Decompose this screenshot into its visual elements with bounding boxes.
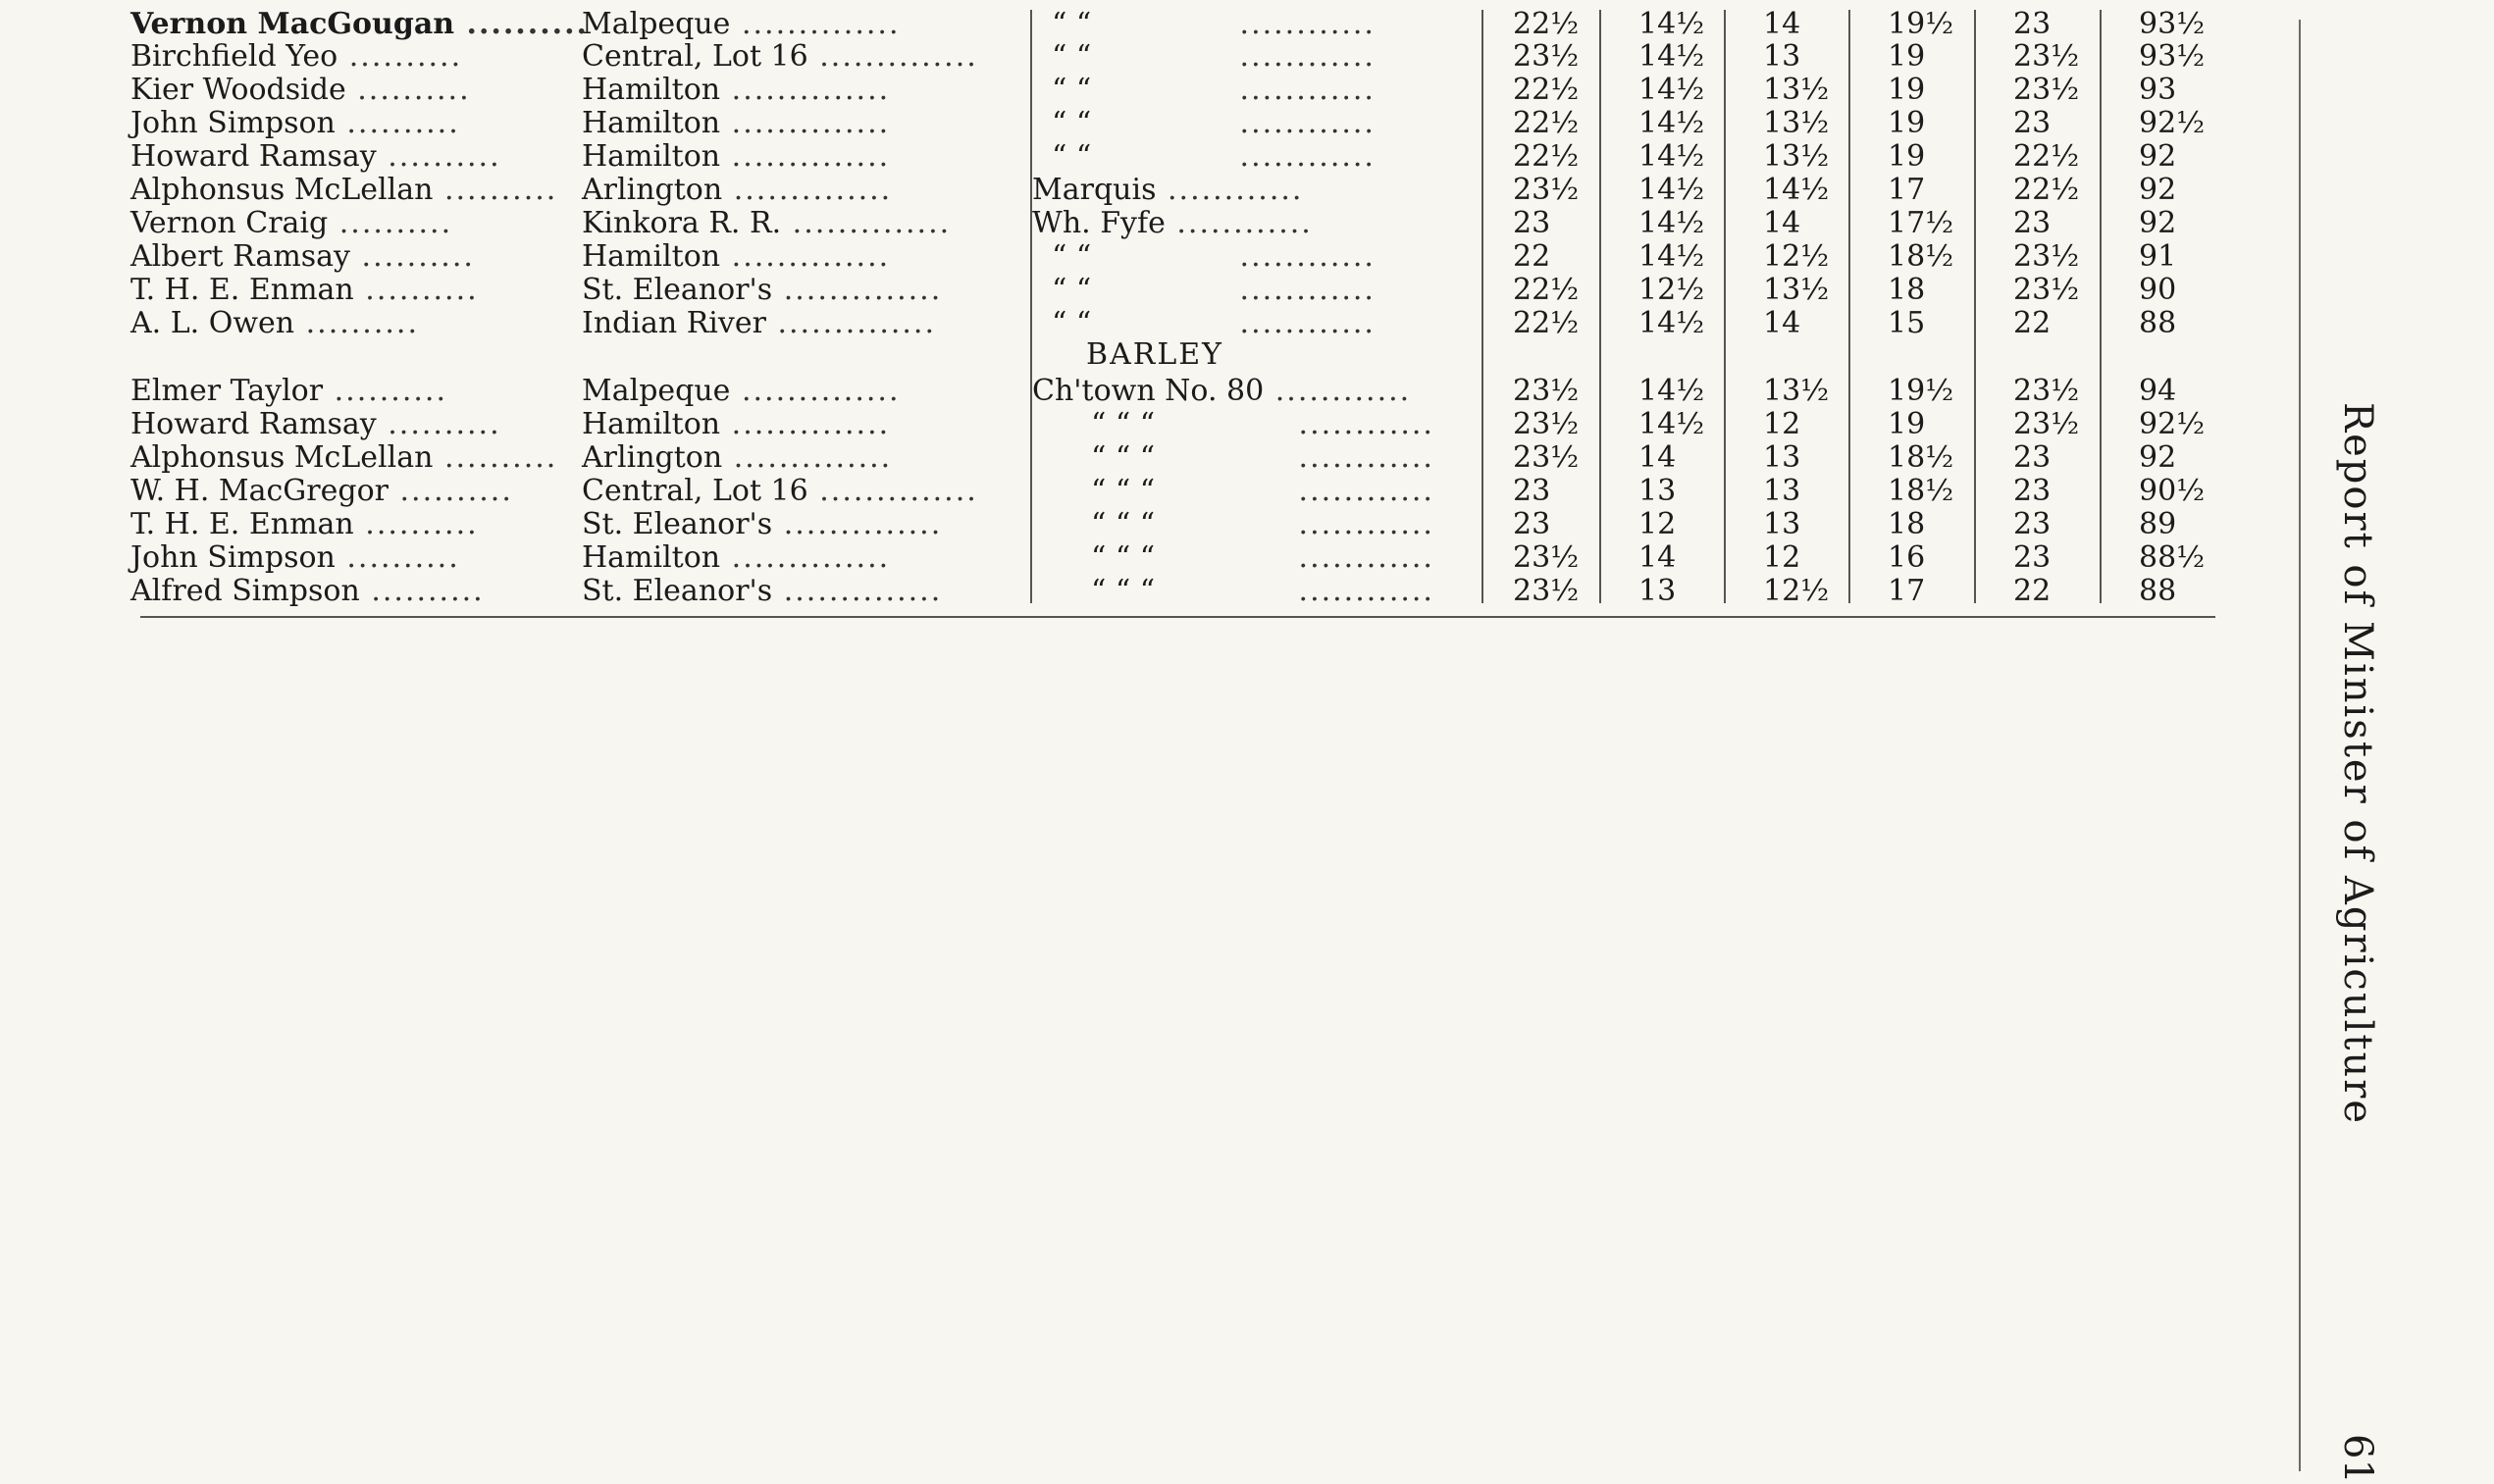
exhibitor-name xyxy=(130,441,572,475)
exhibitor-name-text: W. H. MacGregor xyxy=(130,474,389,508)
exhibitor-address-text: St. Eleanor's xyxy=(582,507,773,541)
exhibitor-address-text: Central, Lot 16 xyxy=(582,39,808,74)
table-row xyxy=(0,375,2257,408)
score-cell: 12 xyxy=(1638,507,1677,541)
leader-dots: ............ xyxy=(1287,540,1434,575)
leader-dots: .............. xyxy=(772,507,943,541)
variety xyxy=(1032,8,1467,41)
exhibitor-address xyxy=(582,107,1020,140)
exhibitor-address-text: Hamilton xyxy=(582,540,721,575)
section-heading-barley: BARLEY xyxy=(1086,337,1223,372)
ditto-mark: “ “ “ xyxy=(1091,540,1156,575)
exhibitor-name xyxy=(130,541,572,575)
variety xyxy=(1032,541,1467,575)
score-cell: 23½ xyxy=(2013,273,2080,307)
variety xyxy=(1032,74,1467,107)
score-cell: 14½ xyxy=(1638,239,1705,274)
exhibitor-address-text: St. Eleanor's xyxy=(582,574,773,608)
leader-dots: .............. xyxy=(772,574,943,608)
leader-dots: .......... xyxy=(376,407,501,441)
leader-dots: .......... xyxy=(359,574,485,608)
variety xyxy=(1032,107,1467,140)
exhibitor-name-text: Albert Ramsay xyxy=(130,239,350,274)
exhibitor-name xyxy=(130,307,572,340)
leader-dots: .......... xyxy=(335,106,460,140)
score-cell: 23 xyxy=(2013,7,2052,41)
exhibitor-name xyxy=(130,575,572,608)
ditto-mark: “ “ “ xyxy=(1091,507,1156,541)
variety xyxy=(1032,508,1467,541)
exhibitor-address xyxy=(582,40,1020,74)
score-cell: 17½ xyxy=(1888,206,1954,240)
score-cell: 13½ xyxy=(1763,73,1830,107)
score-cell: 14½ xyxy=(1638,306,1705,340)
score-cell: 22½ xyxy=(1513,7,1580,41)
score-cell: 22½ xyxy=(1513,273,1580,307)
score-cell: 13 xyxy=(1763,39,1801,74)
ditto-mark: “ “ “ xyxy=(1091,440,1156,475)
table-row xyxy=(0,475,2257,508)
score-cell: 13 xyxy=(1763,474,1801,508)
score-cell: 13 xyxy=(1763,507,1801,541)
total-score: 91 xyxy=(2139,239,2177,274)
leader-dots: .............. xyxy=(722,440,893,475)
table-row xyxy=(0,207,2257,240)
variety xyxy=(1032,375,1467,408)
total-score: 92 xyxy=(2139,173,2177,207)
table-row xyxy=(0,107,2257,140)
exhibitor-address xyxy=(582,140,1020,174)
exhibitor-name xyxy=(130,508,572,541)
exhibitor-name xyxy=(130,107,572,140)
leader-dots: ............ xyxy=(1228,239,1376,274)
exhibitor-name xyxy=(130,274,572,307)
exhibitor-address xyxy=(582,541,1020,575)
score-cell: 18½ xyxy=(1888,440,1954,475)
score-cell: 12½ xyxy=(1763,574,1830,608)
score-cell: 14½ xyxy=(1638,139,1705,174)
score-cell: 12 xyxy=(1763,540,1801,575)
score-cell: 23 xyxy=(2013,440,2052,475)
table-row xyxy=(0,40,2257,74)
exhibitor-name xyxy=(130,7,589,41)
exhibitor-address-text: Kinkora R. R. xyxy=(582,206,782,240)
table-row xyxy=(0,575,2257,608)
score-cell: 14½ xyxy=(1638,206,1705,240)
exhibitor-name-text: Kier Woodside xyxy=(130,73,346,107)
score-cell: 14½ xyxy=(1638,173,1705,207)
score-cell: 23½ xyxy=(1513,540,1580,575)
exhibitor-address-text: Arlington xyxy=(582,440,723,475)
exhibitor-address xyxy=(582,375,1020,408)
score-cell: 13½ xyxy=(1763,273,1830,307)
leader-dots: .............. xyxy=(781,206,952,240)
ditto-mark: “ “ xyxy=(1052,139,1092,174)
total-score: 90 xyxy=(2139,273,2177,307)
leader-dots: .............. xyxy=(772,273,943,307)
table-row xyxy=(0,140,2257,174)
ditto-mark: “ “ “ xyxy=(1091,407,1156,441)
total-score: 93½ xyxy=(2139,39,2206,74)
exhibitor-address-text: Hamilton xyxy=(582,239,721,274)
score-cell: 17 xyxy=(1888,173,1926,207)
score-cell: 19 xyxy=(1888,139,1926,174)
exhibitor-name-text: John Simpson xyxy=(130,540,336,575)
table-row xyxy=(0,8,2257,41)
score-cell: 14½ xyxy=(1638,73,1705,107)
ditto-mark: “ “ xyxy=(1052,39,1092,74)
table-bottom-rule xyxy=(140,616,2215,618)
leader-dots: .............. xyxy=(720,106,891,140)
score-cell: 23½ xyxy=(1513,440,1580,475)
score-cell: 17 xyxy=(1888,574,1926,608)
leader-dots: .......... xyxy=(345,73,471,107)
score-cell: 13½ xyxy=(1763,374,1830,408)
leader-dots: ............ xyxy=(1156,173,1304,207)
exhibitor-name xyxy=(130,375,572,408)
exhibitor-address-text: Hamilton xyxy=(582,407,721,441)
score-cell: 13 xyxy=(1763,440,1801,475)
score-cell: 23½ xyxy=(1513,39,1580,74)
running-head: Report of Minister of Agriculture xyxy=(2335,402,2380,1125)
total-score: 88½ xyxy=(2139,540,2206,575)
score-cell: 23½ xyxy=(1513,173,1580,207)
variety xyxy=(1032,274,1467,307)
variety xyxy=(1032,307,1467,340)
score-cell: 23½ xyxy=(1513,374,1580,408)
leader-dots: .......... xyxy=(335,540,460,575)
score-cell: 19½ xyxy=(1888,7,1954,41)
exhibitor-name xyxy=(130,140,572,174)
score-cell: 22 xyxy=(2013,306,2052,340)
variety xyxy=(1032,408,1467,441)
exhibitor-address xyxy=(582,8,1020,41)
score-cell: 23 xyxy=(2013,507,2052,541)
leader-dots: .............. xyxy=(720,73,891,107)
page-number: 61 xyxy=(2335,1434,2380,1484)
total-score: 89 xyxy=(2139,507,2177,541)
exhibitor-address xyxy=(582,408,1020,441)
exhibitor-address xyxy=(582,575,1020,608)
exhibitor-address xyxy=(582,240,1020,274)
exhibitor-name-text: Alfred Simpson xyxy=(130,574,360,608)
score-cell: 22 xyxy=(2013,574,2052,608)
total-score: 92 xyxy=(2139,440,2177,475)
leader-dots: ............ xyxy=(1264,374,1412,408)
score-cell: 23 xyxy=(2013,540,2052,575)
exhibitor-address xyxy=(582,274,1020,307)
score-cell: 22½ xyxy=(2013,173,2080,207)
leader-dots: .......... xyxy=(433,173,558,207)
score-cell: 14 xyxy=(1638,440,1677,475)
ditto-mark: “ “ xyxy=(1052,306,1092,340)
score-cell: 23½ xyxy=(2013,239,2080,274)
table-row xyxy=(0,408,2257,441)
exhibitor-address-text: Central, Lot 16 xyxy=(582,474,808,508)
score-cell: 18 xyxy=(1888,273,1926,307)
leader-dots: ............ xyxy=(1228,306,1376,340)
score-cell: 14 xyxy=(1763,306,1801,340)
exhibitor-address-text: Malpeque xyxy=(582,7,731,41)
ditto-mark: “ “ xyxy=(1052,273,1092,307)
score-cell: 12½ xyxy=(1763,239,1830,274)
variety-text: Marquis xyxy=(1032,173,1157,207)
score-cell: 23½ xyxy=(2013,73,2080,107)
variety xyxy=(1032,575,1467,608)
table-row xyxy=(0,240,2257,274)
total-score: 94 xyxy=(2139,374,2177,408)
score-cell: 23 xyxy=(2013,474,2052,508)
variety xyxy=(1032,240,1467,274)
exhibitor-name xyxy=(130,174,572,207)
exhibitor-address-text: Hamilton xyxy=(582,106,721,140)
exhibitor-name-text: Vernon Craig xyxy=(130,206,329,240)
table-row xyxy=(0,441,2257,475)
leader-dots: ............ xyxy=(1165,206,1313,240)
score-cell: 12 xyxy=(1763,407,1801,441)
score-cell: 23½ xyxy=(2013,39,2080,74)
exhibitor-name-text: John Simpson xyxy=(130,106,336,140)
exhibitor-address xyxy=(582,441,1020,475)
leader-dots: ............ xyxy=(1228,73,1376,107)
total-score: 93 xyxy=(2139,73,2177,107)
table-row xyxy=(0,174,2257,207)
leader-dots: .......... xyxy=(353,273,479,307)
score-cell: 23 xyxy=(1513,474,1551,508)
variety-text: Wh. Fyfe xyxy=(1032,206,1166,240)
leader-dots: ............ xyxy=(1287,574,1434,608)
variety xyxy=(1032,140,1467,174)
table-row xyxy=(0,508,2257,541)
leader-dots: ............ xyxy=(1287,407,1434,441)
exhibitor-name-text: Alphonsus McLellan xyxy=(130,440,434,475)
margin-rule xyxy=(2299,20,2301,1471)
exhibitor-name-text: Alphonsus McLellan xyxy=(130,173,434,207)
score-cell: 16 xyxy=(1888,540,1926,575)
exhibitor-name xyxy=(130,240,572,274)
ditto-mark: “ “ “ xyxy=(1091,474,1156,508)
score-cell: 15 xyxy=(1888,306,1926,340)
ditto-mark: “ “ “ xyxy=(1091,574,1156,608)
leader-dots: .............. xyxy=(765,306,936,340)
variety xyxy=(1032,207,1467,240)
leader-dots: .............. xyxy=(720,407,891,441)
leader-dots: .......... xyxy=(376,139,501,174)
ditto-mark: “ “ xyxy=(1052,239,1092,274)
leader-dots: .......... xyxy=(454,7,589,41)
leader-dots: ............ xyxy=(1228,7,1376,41)
results-table xyxy=(0,0,2257,628)
score-cell: 14 xyxy=(1638,540,1677,575)
score-cell: 23½ xyxy=(1513,574,1580,608)
variety xyxy=(1032,441,1467,475)
leader-dots: ............ xyxy=(1287,440,1434,475)
score-cell: 23½ xyxy=(2013,374,2080,408)
exhibitor-name xyxy=(130,40,572,74)
exhibitor-address xyxy=(582,307,1020,340)
leader-dots: .......... xyxy=(328,206,453,240)
score-cell: 19 xyxy=(1888,73,1926,107)
leader-dots: .............. xyxy=(730,7,901,41)
total-score: 90½ xyxy=(2139,474,2206,508)
exhibitor-address xyxy=(582,508,1020,541)
score-cell: 22½ xyxy=(1513,139,1580,174)
leader-dots: ............ xyxy=(1287,474,1434,508)
leader-dots: .............. xyxy=(807,474,978,508)
exhibitor-address-text: Malpeque xyxy=(582,374,731,408)
ditto-mark: “ “ xyxy=(1052,73,1092,107)
variety xyxy=(1032,475,1467,508)
leader-dots: .............. xyxy=(807,39,978,74)
exhibitor-address xyxy=(582,174,1020,207)
exhibitor-address xyxy=(582,475,1020,508)
exhibitor-name xyxy=(130,207,572,240)
exhibitor-address-text: Hamilton xyxy=(582,139,721,174)
leader-dots: .............. xyxy=(720,139,891,174)
score-cell: 13 xyxy=(1638,474,1677,508)
score-cell: 18 xyxy=(1888,507,1926,541)
ditto-mark: “ “ xyxy=(1052,7,1092,41)
leader-dots: .......... xyxy=(294,306,419,340)
score-cell: 14½ xyxy=(1638,7,1705,41)
exhibitor-name-text: Howard Ramsay xyxy=(130,407,377,441)
leader-dots: ............ xyxy=(1287,507,1434,541)
score-cell: 23½ xyxy=(2013,407,2080,441)
exhibitor-address xyxy=(582,74,1020,107)
leader-dots: .............. xyxy=(722,173,893,207)
total-score: 92 xyxy=(2139,139,2177,174)
ditto-mark: “ “ xyxy=(1052,106,1092,140)
exhibitor-name xyxy=(130,408,572,441)
score-cell: 23 xyxy=(2013,206,2052,240)
exhibitor-name xyxy=(130,475,572,508)
exhibitor-address-text: Indian River xyxy=(582,306,766,340)
leader-dots: ............ xyxy=(1228,106,1376,140)
leader-dots: .............. xyxy=(720,540,891,575)
score-cell: 22½ xyxy=(2013,139,2080,174)
score-cell: 13 xyxy=(1638,574,1677,608)
score-cell: 23 xyxy=(1513,206,1551,240)
exhibitor-address-text: St. Eleanor's xyxy=(582,273,773,307)
leader-dots: .......... xyxy=(353,507,479,541)
score-cell: 23½ xyxy=(1513,407,1580,441)
exhibitor-name-text: Birchfield Yeo xyxy=(130,39,338,74)
variety xyxy=(1032,40,1467,74)
score-cell: 14½ xyxy=(1638,407,1705,441)
exhibitor-name-text: Elmer Taylor xyxy=(130,374,324,408)
score-cell: 18½ xyxy=(1888,239,1954,274)
exhibitor-name-text: T. H. E. Enman xyxy=(130,507,354,541)
leader-dots: ............ xyxy=(1228,273,1376,307)
score-cell: 14½ xyxy=(1638,39,1705,74)
score-cell: 22½ xyxy=(1513,306,1580,340)
exhibitor-address-text: Hamilton xyxy=(582,73,721,107)
total-score: 92½ xyxy=(2139,106,2206,140)
table-row xyxy=(0,307,2257,340)
total-score: 88 xyxy=(2139,306,2177,340)
leader-dots: .............. xyxy=(720,239,891,274)
table-row xyxy=(0,74,2257,107)
exhibitor-name-text: Howard Ramsay xyxy=(130,139,377,174)
score-cell: 22½ xyxy=(1513,106,1580,140)
exhibitor-address-text: Arlington xyxy=(582,173,723,207)
leader-dots: .......... xyxy=(433,440,558,475)
score-cell: 13½ xyxy=(1763,139,1830,174)
exhibitor-name-text: Vernon MacGougan xyxy=(130,7,455,41)
variety xyxy=(1032,174,1467,207)
total-score: 92½ xyxy=(2139,407,2206,441)
score-cell: 18½ xyxy=(1888,474,1954,508)
score-cell: 14½ xyxy=(1638,106,1705,140)
score-cell: 19 xyxy=(1888,39,1926,74)
score-cell: 13½ xyxy=(1763,106,1830,140)
score-cell: 14½ xyxy=(1763,173,1830,207)
score-cell: 19 xyxy=(1888,407,1926,441)
exhibitor-name-text: A. L. Owen xyxy=(130,306,295,340)
score-cell: 14 xyxy=(1763,206,1801,240)
score-cell: 22½ xyxy=(1513,73,1580,107)
exhibitor-name xyxy=(130,74,572,107)
leader-dots: .......... xyxy=(350,239,475,274)
total-score: 88 xyxy=(2139,574,2177,608)
table-row xyxy=(0,541,2257,575)
leader-dots: .......... xyxy=(388,474,513,508)
variety-text: Ch'town No. 80 xyxy=(1032,374,1265,408)
exhibitor-name-text: T. H. E. Enman xyxy=(130,273,354,307)
exhibitor-address xyxy=(582,207,1020,240)
score-cell: 19½ xyxy=(1888,374,1954,408)
leader-dots: .......... xyxy=(338,39,463,74)
score-cell: 14½ xyxy=(1638,374,1705,408)
leader-dots: .............. xyxy=(730,374,901,408)
score-cell: 22 xyxy=(1513,239,1551,274)
total-score: 92 xyxy=(2139,206,2177,240)
score-cell: 23 xyxy=(1513,507,1551,541)
score-cell: 23 xyxy=(2013,106,2052,140)
score-cell: 12½ xyxy=(1638,273,1705,307)
score-cell: 19 xyxy=(1888,106,1926,140)
leader-dots: .......... xyxy=(323,374,447,408)
table-row xyxy=(0,274,2257,307)
leader-dots: ............ xyxy=(1228,39,1376,74)
total-score: 93½ xyxy=(2139,7,2206,41)
leader-dots: ............ xyxy=(1228,139,1376,174)
score-cell: 14 xyxy=(1763,7,1801,41)
